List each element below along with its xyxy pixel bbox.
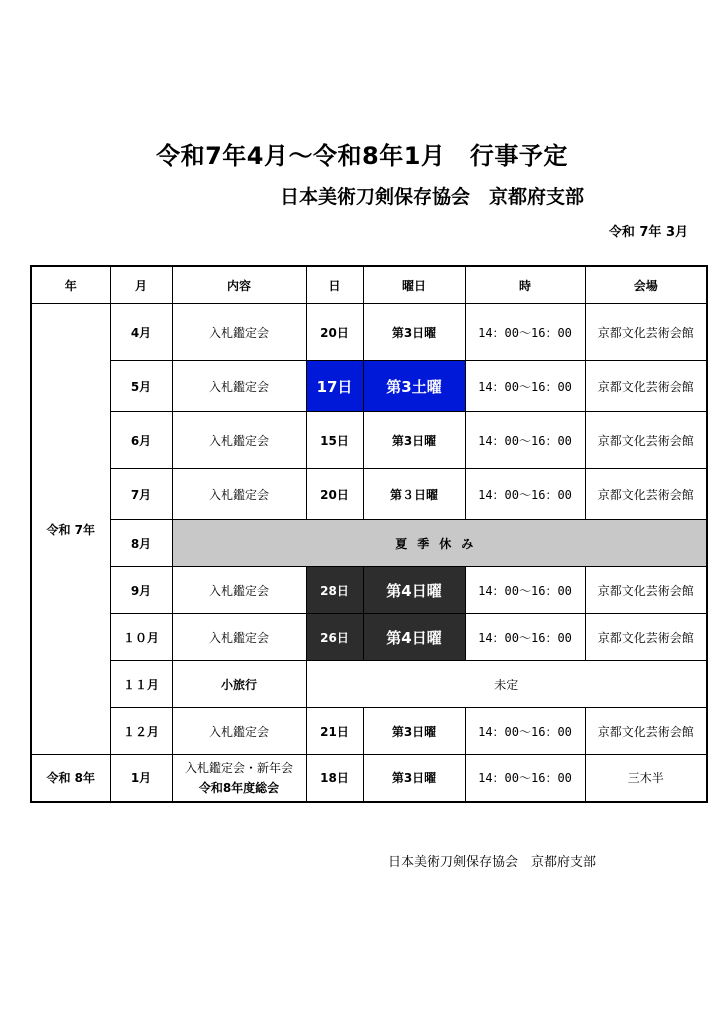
table-row — [31, 361, 707, 412]
table-row — [31, 567, 707, 614]
event-cell: 入札鑑定会 — [172, 412, 306, 469]
month-cell: １１月 — [110, 661, 172, 708]
col-header-weekday: 曜日 — [363, 266, 465, 304]
venue-cell: 京都文化芸術会館 — [585, 412, 707, 469]
venue-cell: 京都文化芸術会館 — [585, 567, 707, 614]
event-line-1: 入札鑑定会・新年会 — [184, 760, 293, 775]
day-cell: 15日 — [306, 412, 363, 469]
table-row — [31, 614, 707, 661]
venue-cell: 京都文化芸術会館 — [585, 304, 707, 361]
time-cell: 14：00～16：00 — [465, 614, 585, 661]
event-cell: 入札鑑定会 — [172, 304, 306, 361]
table-row — [31, 755, 707, 802]
time-cell: 14：00～16：00 — [465, 469, 585, 520]
month-cell: 7月 — [110, 469, 172, 520]
year-cell: 令和 7年 — [31, 304, 110, 755]
event-cell: 入札鑑定会 — [172, 361, 306, 412]
page-title: 令和7年4月～令和8年1月 行事予定 — [156, 142, 568, 170]
col-header-year: 年 — [31, 266, 110, 304]
footer-organization: 日本美術刀剣保存協会 京都府支部 — [388, 855, 597, 870]
issue-date: 令和 7年 3月 — [608, 225, 688, 240]
time-cell: 14：00～16：00 — [465, 567, 585, 614]
day-cell: 20日 — [306, 304, 363, 361]
weekday-cell: 第3日曜 — [363, 708, 465, 755]
schedule-table — [30, 265, 708, 803]
col-header-month: 月 — [110, 266, 172, 304]
month-cell: 8月 — [110, 520, 172, 567]
venue-cell: 三木半 — [585, 755, 707, 802]
time-cell: 14：00～16：00 — [465, 304, 585, 361]
event-cell: 入札鑑定会 — [172, 567, 306, 614]
weekday-cell-highlighted: 第3土曜 — [363, 361, 465, 412]
weekday-cell-highlighted: 第4日曜 — [363, 614, 465, 661]
event-line-2: 令和8年度総会 — [198, 780, 280, 795]
time-cell: 14：00～16：00 — [465, 412, 585, 469]
day-cell: 21日 — [306, 708, 363, 755]
event-cell: 入札鑑定会 — [172, 708, 306, 755]
col-header-venue: 会場 — [585, 266, 707, 304]
day-cell: 20日 — [306, 469, 363, 520]
weekday-cell-highlighted: 第4日曜 — [363, 567, 465, 614]
day-cell-highlighted: 17日 — [306, 361, 363, 412]
table-row — [31, 520, 707, 567]
col-header-day: 日 — [306, 266, 363, 304]
year-cell: 令和 8年 — [31, 755, 110, 802]
day-cell: 18日 — [306, 755, 363, 802]
month-cell: １２月 — [110, 708, 172, 755]
day-cell-highlighted: 26日 — [306, 614, 363, 661]
table-header-row — [31, 266, 707, 304]
time-cell: 14：00～16：00 — [465, 755, 585, 802]
weekday-cell: 第3日曜 — [363, 755, 465, 802]
event-cell: 入札鑑定会 — [172, 614, 306, 661]
event-cell: 入札鑑定会 — [172, 469, 306, 520]
table-row — [31, 469, 707, 520]
venue-cell: 京都文化芸術会館 — [585, 469, 707, 520]
month-cell: 6月 — [110, 412, 172, 469]
venue-cell: 京都文化芸術会館 — [585, 361, 707, 412]
table-row — [31, 708, 707, 755]
month-cell: 1月 — [110, 755, 172, 802]
month-cell: １０月 — [110, 614, 172, 661]
venue-cell: 京都文化芸術会館 — [585, 708, 707, 755]
time-cell: 14：00～16：00 — [465, 361, 585, 412]
undecided-cell: 未定 — [306, 661, 707, 708]
table-row — [31, 661, 707, 708]
month-cell: 5月 — [110, 361, 172, 412]
col-header-content: 内容 — [172, 266, 306, 304]
time-cell: 14：00～16：00 — [465, 708, 585, 755]
venue-cell: 京都文化芸術会館 — [585, 614, 707, 661]
summer-break-cell: 夏季休み — [172, 520, 707, 567]
day-cell-highlighted: 28日 — [306, 567, 363, 614]
weekday-cell: 第３日曜 — [363, 469, 465, 520]
month-cell: 4月 — [110, 304, 172, 361]
col-header-time: 時 — [465, 266, 585, 304]
month-cell: 9月 — [110, 567, 172, 614]
event-cell — [172, 755, 306, 802]
weekday-cell: 第3日曜 — [363, 412, 465, 469]
table-row — [31, 412, 707, 469]
organization-name: 日本美術刀剣保存協会 京都府支部 — [279, 186, 584, 208]
weekday-cell: 第3日曜 — [363, 304, 465, 361]
table-row — [31, 304, 707, 361]
event-cell: 小旅行 — [172, 661, 306, 708]
